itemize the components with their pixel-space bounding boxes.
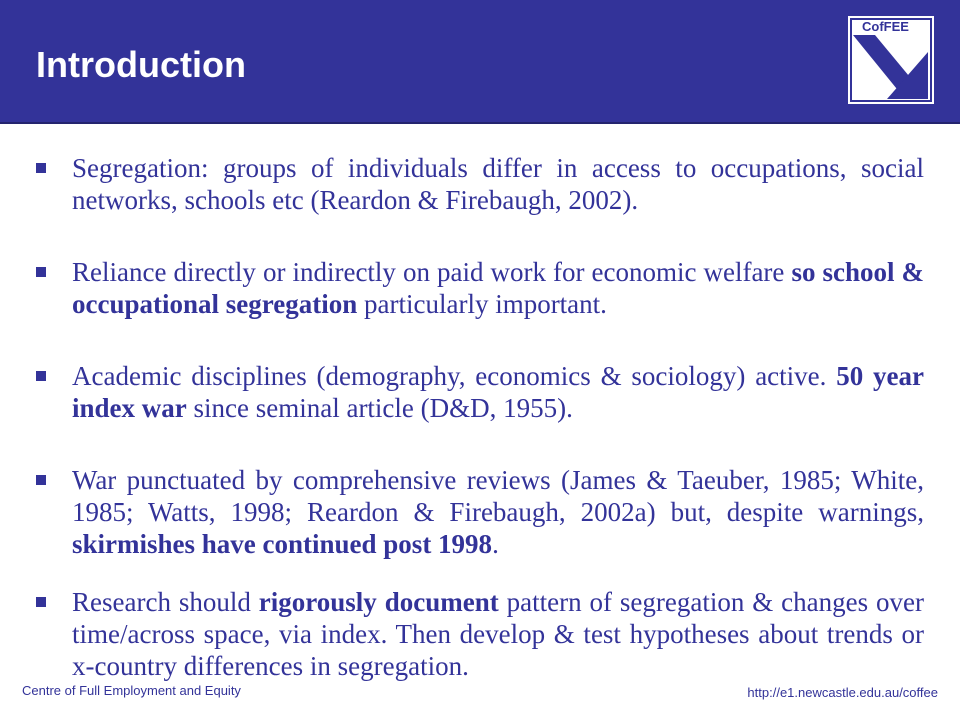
bullet-text <box>72 464 924 560</box>
bullet-emphasis: rigorously document <box>258 587 499 617</box>
footer-url-link[interactable]: http://e1.newcastle.edu.au/coffee <box>747 685 938 700</box>
bullet-item <box>36 360 924 424</box>
coffee-logo <box>848 16 934 104</box>
bullet-text-part: . <box>492 529 499 559</box>
bullet-text-part: pattern of segregation & changes over time/across space, via index. Then develop & test hypotheses about trends or x-country differences in segregation. <box>72 587 925 681</box>
bullet-item <box>36 152 924 216</box>
bullet-text-part: Academic disciplines (demography, economics & sociology) active. <box>72 361 837 391</box>
slide-header <box>0 0 960 122</box>
bullet-text <box>72 152 924 216</box>
bullet-text-part: particularly important. <box>357 289 607 319</box>
bullet-square-icon <box>36 163 46 173</box>
bullet-square-icon <box>36 597 46 607</box>
header-divider <box>0 122 960 124</box>
bullet-item <box>36 586 924 682</box>
bullet-item <box>36 464 924 560</box>
bullet-text-part: Research should <box>72 587 259 617</box>
bullet-emphasis: skirmishes have continued post 1998 <box>72 529 493 559</box>
bullet-square-icon <box>36 371 46 381</box>
bullet-text-part: Segregation: groups of individuals differ in access to occupations, social networks, schools etc (Reardon & Firebaugh, 2002). <box>72 153 924 215</box>
bullet-square-icon <box>36 267 46 277</box>
bullet-text-part: since seminal article (D&D, 1955). <box>186 393 573 423</box>
bullet-text <box>72 586 924 682</box>
bullet-item <box>36 256 924 320</box>
bullet-text-part: War punctuated by comprehensive reviews (James & Taeuber, 1985; White, 1985; Watts, 1998; Reardon & Firebaugh, 2002a) but, despite warnings, <box>72 465 924 527</box>
page-title: Introduction <box>36 44 246 85</box>
bullet-emphasis: 50 year index war <box>72 361 924 423</box>
footer-organization: Centre of Full Employment and Equity <box>22 683 241 698</box>
logo-text: CofFEE <box>862 19 909 34</box>
bullet-emphasis: so school & occupational segregation <box>72 257 924 319</box>
bullet-square-icon <box>36 475 46 485</box>
bullet-text <box>72 256 924 320</box>
bullet-text-part: Reliance directly or indirectly on paid work for economic welfare <box>72 257 792 287</box>
bullet-text <box>72 360 924 424</box>
coffee-logo-icon <box>848 16 934 104</box>
